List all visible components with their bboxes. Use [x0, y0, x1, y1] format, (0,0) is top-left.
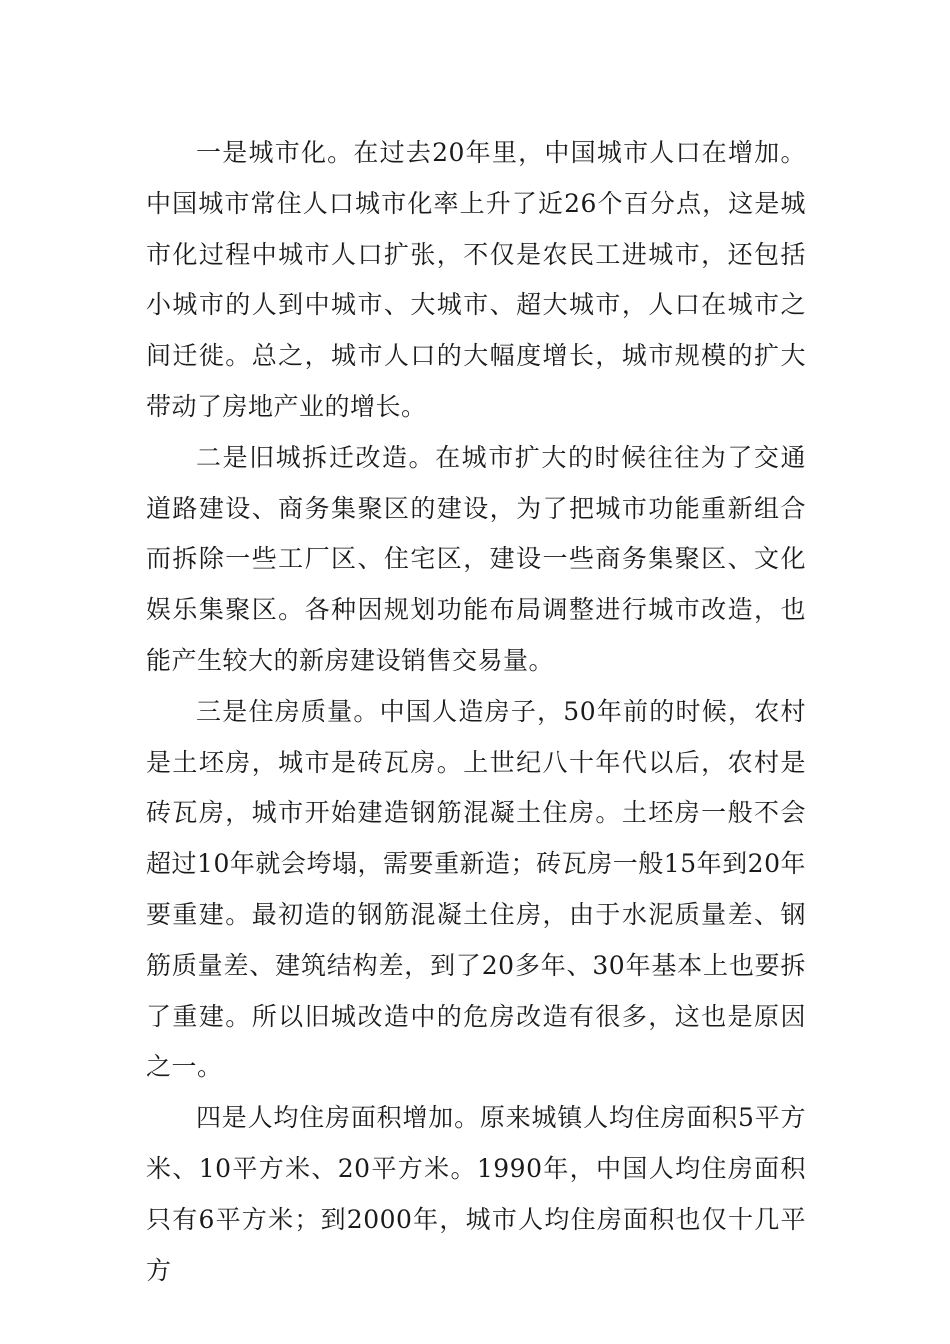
paragraph-housing-quality: 三是住房质量。中国人造房子，50年前的时候，农村是土坯房，城市是砖瓦房。上世纪八十年代以后，农村是砖瓦房，城市开始建造钢筋混凝土住房。土坯房一般不会超过10年就会垮塌，需要重新造；砖瓦房一般15年到20年要重建。最初造的钢筋混凝土住房，由于水泥质量差、钢筋质量差、建筑结构差，到了20多年、30年基本上也要拆了重建。所以旧城改造中的危房改造有很多，这也是原因之一。: [146, 696, 806, 1082]
document-body: [146, 128, 806, 1296]
paragraph-old-city-renovation: 二是旧城拆迁改造。在城市扩大的时候往往为了交通道路建设、商务集聚区的建设，为了把城市功能重新组合而拆除一些工厂区、住宅区，建设一些商务集聚区、文化娱乐集聚区。各种因规划功能布局调整进行城市改造，也能产生较大的新房建设销售交易量。: [146, 442, 806, 675]
paragraph-per-capita-area: 四是人均住房面积增加。原来城镇人均住房面积5平方米、10平方米、20平方米。1990年，中国人均住房面积只有6平方米；到2000年，城市人均住房面积也仅十几平方: [146, 1103, 806, 1285]
paragraph-urbanization: 一是城市化。在过去20年里，中国城市人口在增加。中国城市常住人口城市化率上升了近26个百分点，这是城市化过程中城市人口扩张，不仅是农民工进城市，还包括小城市的人到中城市、大城市、超大城市，人口在城市之间迁徙。总之，城市人口的大幅度增长，城市规模的扩大带动了房地产业的增长。: [146, 138, 806, 421]
